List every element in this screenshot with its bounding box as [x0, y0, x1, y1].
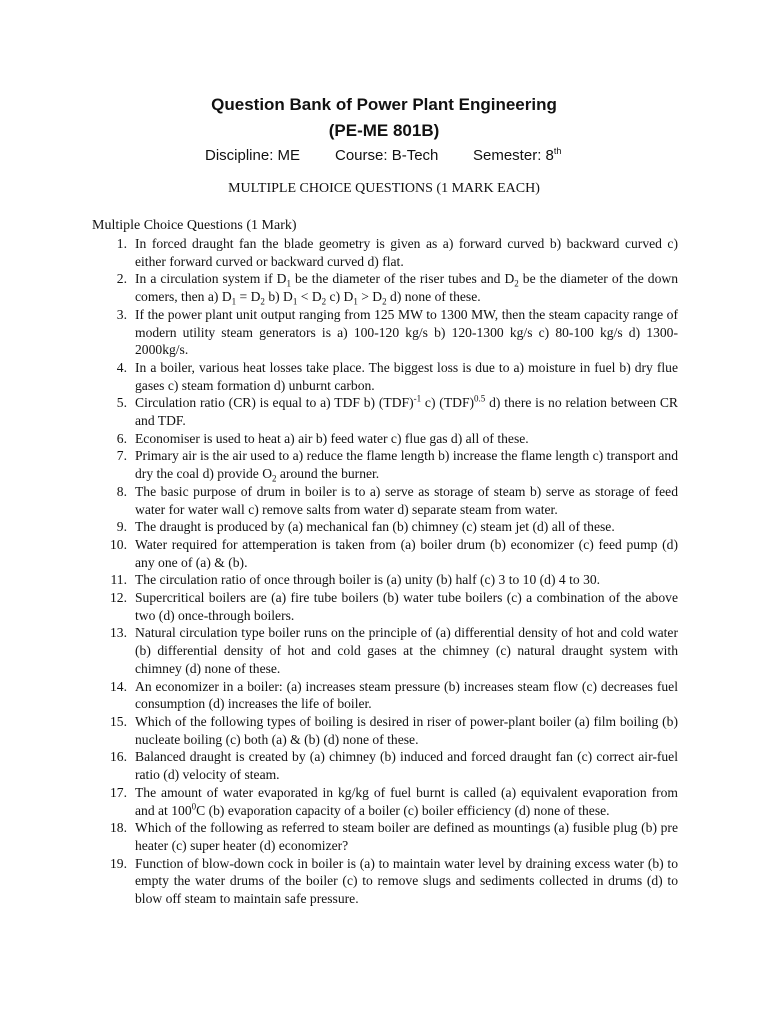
question-text: Supercritical boilers are (a) fire tube boilers (b) water tube boilers (c) a combination of the above two (d) once-through boilers. [135, 590, 678, 623]
question-text: Which of the following types of boiling is desired in riser of power-plant boiler (a) film boiling (b) nucleate boiling (c) both (a) & (b) (d) none of these. [135, 713, 678, 747]
subscript: 2 [321, 296, 327, 307]
document-title: Question Bank of Power Plant Engineering [211, 95, 557, 114]
semester-text: Semester: 8 [473, 147, 554, 164]
question-text: Which of the following as referred to steam boiler are defined as mountings (a) fusible plug (b) pre heater (c) super heater (d) economizer? [135, 820, 678, 853]
question-text: Balanced draught is created by (a) chimney (b) induced and forced draught fan (c) correct air-fuel ratio (d) velocity of steam. [135, 749, 678, 783]
question-text [135, 448, 678, 484]
question-item [92, 359, 678, 394]
text-run: In a circulation system if D [135, 271, 287, 287]
question-text: Function of blow-down cock in boiler is (a) to maintain water level by draining excess water (b) to empty the water drums of the boiler (c) to remove slugs and sediments collected in drums (d) to blow off steam to maintain safe pressure. [135, 855, 678, 907]
question-number: 18. [110, 820, 127, 836]
question-item [92, 713, 678, 748]
question-number: 2. [116, 271, 127, 287]
subscript: 1 [286, 279, 291, 290]
question-item [92, 235, 678, 270]
question-text: The circulation ratio of once through boiler is (a) unity (b) half (c) 3 to 10 (d) 4 to 30. [135, 572, 601, 588]
text-run: C (b) evaporation capacity of a boiler (c) boiler efficiency (d) none of these. [196, 802, 610, 818]
question-number: 3. [116, 306, 127, 322]
question-item [92, 571, 678, 589]
question-text [135, 785, 678, 818]
subscript: 2 [260, 296, 265, 307]
question-item [92, 483, 678, 518]
question-number: 16. [110, 749, 127, 765]
discipline-label: Discipline: ME [205, 147, 301, 164]
question-text: Economiser is used to heat a) air b) feed water c) flue gas d) all of these. [135, 430, 529, 446]
question-item [92, 447, 678, 482]
question-item [92, 270, 678, 305]
question-text [135, 271, 678, 307]
question-number: 7. [116, 448, 127, 464]
question-number: 4. [116, 359, 127, 375]
question-item [92, 306, 678, 359]
question-number: 13. [110, 625, 127, 641]
text-run: The amount of water evaporated in kg/kg of fuel burnt is called (a) equivalent evaporation from and at 100 [135, 784, 678, 818]
question-number: 9. [116, 519, 127, 535]
subscript: 2 [272, 473, 277, 484]
semester-suffix: th [553, 146, 562, 156]
course-meta [205, 147, 561, 164]
question-item [92, 589, 678, 624]
subscript: 1 [231, 296, 237, 307]
course-code: (PE-ME 801B) [328, 121, 440, 140]
question-number: 1. [116, 236, 127, 251]
question-item [92, 518, 678, 536]
subscript: 1 [292, 296, 298, 307]
question-number: 15. [110, 713, 127, 729]
question-number: 10. [110, 536, 127, 552]
superscript: 0.5 [474, 393, 486, 404]
semester-label [473, 147, 561, 164]
question-text: In forced draught fan the blade geometry is given as a) forward curved b) backward curved c) either forward curved or backward curved d) flat. [135, 236, 678, 269]
question-number: 5. [116, 395, 127, 411]
question-number: 17. [110, 784, 127, 800]
question-text: An economizer in a boiler: (a) increases steam pressure (b) increases steam flow (c) decreases fuel consumption (d) increases the life of boiler. [135, 678, 678, 712]
question-number: 19. [110, 855, 127, 871]
text-run: b) D [264, 289, 293, 305]
subscript: 2 [382, 296, 387, 307]
question-text: Natural circulation type boiler runs on the principle of (a) differential density of hot and cold water (b) differential density of hot and cold gases at the chimney (c) natural draught system with chimney (d) none of these. [135, 625, 678, 676]
question-text [135, 395, 678, 428]
question-list [92, 235, 678, 908]
question-item [92, 784, 678, 819]
question-number: 8. [116, 483, 127, 499]
text-run: c) (TDF) [421, 395, 475, 411]
text-run: Primary air is the air used to a) reduce the flame length b) increase the flame length c) transport and dry the coal d) provide O [135, 448, 678, 482]
question-item [92, 394, 678, 429]
question-number: 12. [110, 590, 127, 606]
question-item [92, 748, 678, 783]
text-run: < D [297, 289, 322, 305]
text-run: around the burner. [276, 466, 380, 482]
question-text: Water required for attemperation is taken from (a) boiler drum (b) economizer (c) feed pump (d) any one of (a) & (b). [135, 536, 678, 570]
question-item [92, 430, 678, 448]
question-item [92, 855, 678, 908]
question-item [92, 536, 678, 571]
text-run: = D [236, 289, 261, 305]
text-run: > D [357, 289, 383, 305]
question-number: 14. [110, 678, 127, 694]
text-run: Circulation ratio (CR) is equal to a) TDF b) (TDF) [135, 395, 414, 411]
section-heading: MULTIPLE CHOICE QUESTIONS (1 MARK EACH) [228, 181, 540, 196]
question-number: 6. [116, 430, 127, 446]
question-text: If the power plant unit output ranging from 125 MW to 1300 MW, then the steam capacity range of modern utility steam generators is a) 100-120 kg/s b) 120-1300 kg/s c) 80-100 kg/s d) 1300-2000kg/s. [135, 306, 678, 358]
question-text: The draught is produced by (a) mechanical fan (b) chimney (c) steam jet (d) all of these. [135, 519, 615, 535]
intro-line: Multiple Choice Questions (1 Mark) [92, 218, 297, 233]
subscript: 1 [353, 296, 358, 307]
text-run: be the diameter of the down comers, then a) D [135, 271, 678, 305]
question-item [92, 678, 678, 713]
question-text: The basic purpose of drum in boiler is to a) serve as storage of steam b) serve as storage of feed water for water wall c) remove salts from water d) separate steam from water. [135, 483, 678, 517]
text-run: be the diameter of the riser tubes and D [290, 271, 515, 287]
question-text: In a boiler, various heat losses take place. The biggest loss is due to a) moisture in fuel b) dry flue gases c) steam formation d) unburnt carbon. [135, 359, 678, 393]
subscript: 2 [514, 279, 519, 290]
text-run: d) none of these. [386, 289, 481, 305]
text-run: d) there is no relation between CR and TDF. [135, 395, 678, 429]
superscript: 0 [191, 800, 197, 811]
text-run: c) D [326, 289, 354, 305]
question-item [92, 624, 678, 677]
course-label: Course: B-Tech [335, 147, 439, 164]
question-number: 11. [110, 572, 127, 588]
superscript: -1 [413, 393, 422, 404]
question-item [92, 819, 678, 854]
